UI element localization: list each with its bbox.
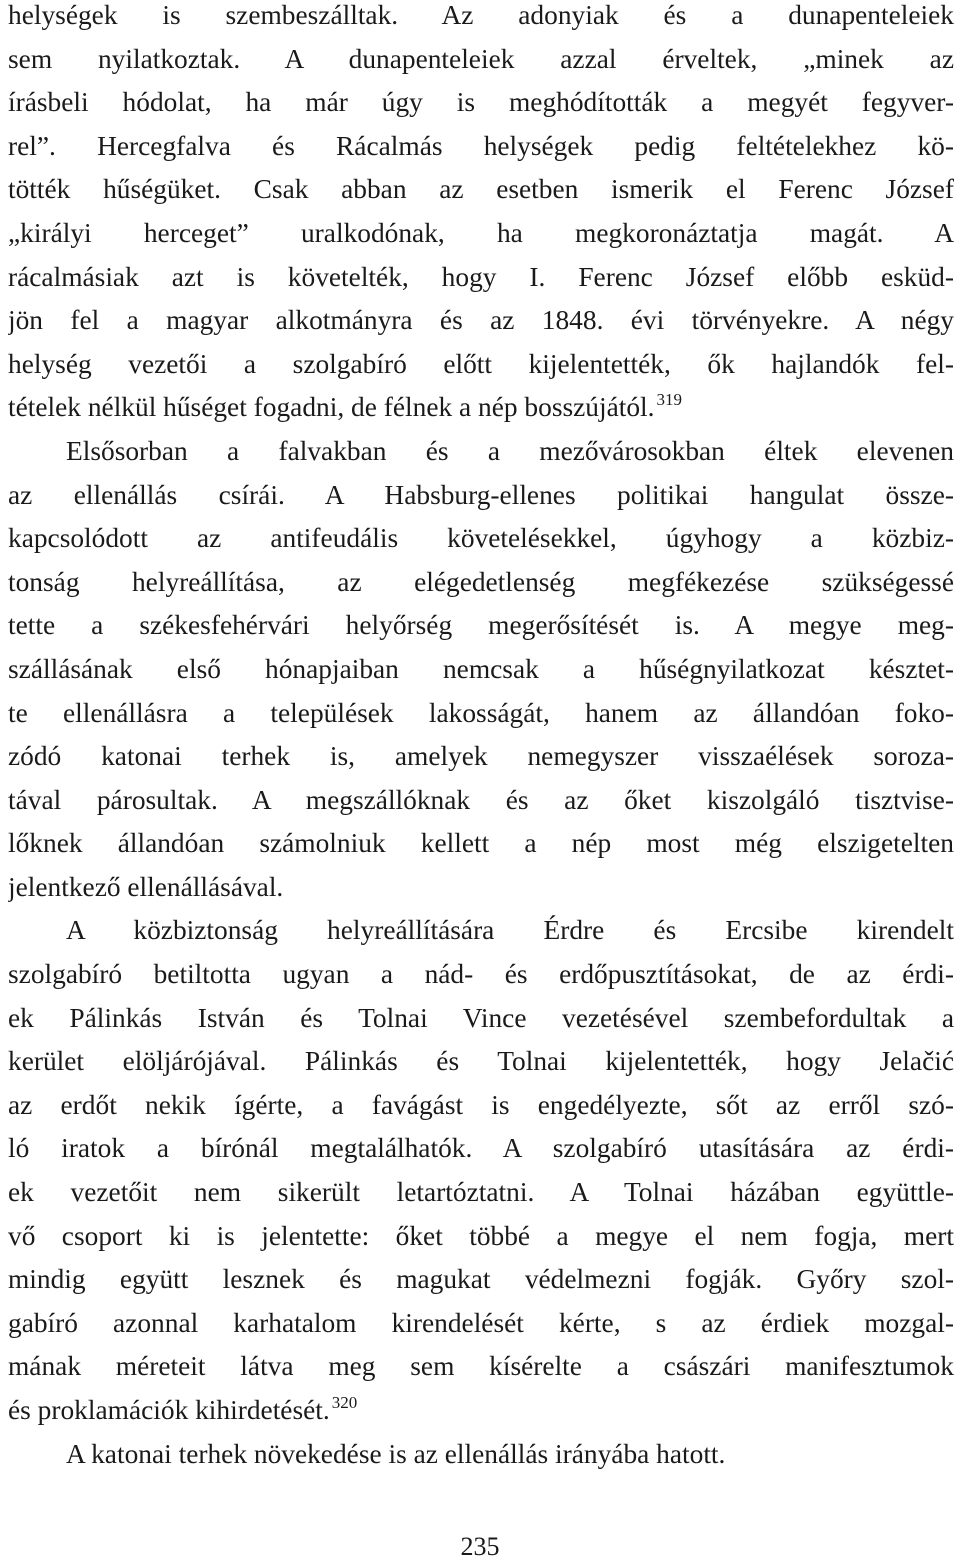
text-line: A katonai terhek növekedése is az ellenállás irányába hatott. — [66, 1438, 726, 1469]
text-line: mindig együtt lesznek és magukat védelmezni fogják. Győry szol- — [8, 1264, 954, 1295]
text-line: lőknek állandóan számolniuk kellett a nép most még elszigetelten — [8, 828, 954, 859]
text-line: tonság helyreállítása, az elégedetlenség megfékezése szükségessé — [8, 566, 954, 597]
paragraph-1 — [8, 0, 954, 430]
text-line-content: tételek nélkül hűséget fogadni, de félnek a nép bosszújától. — [8, 392, 655, 423]
text-line: mának méreteit látva meg sem kísérelte a császári manifesztumok — [8, 1351, 954, 1382]
text-line: tával párosultak. A megszállóknak és az őket kiszolgáló tisztvise- — [8, 784, 954, 815]
text-line: ló iratok a bírónál megtalálhatók. A szolgabíró utasítására az érdi- — [8, 1133, 954, 1164]
text-line: ek Pálinkás István és Tolnai Vince vezetésével szembefordultak a — [8, 1002, 954, 1033]
text-line: jelentkező ellenállásával. — [8, 871, 284, 902]
text-line: helységek is szembeszálltak. Az adonyiak és a dunapenteleiek — [8, 0, 954, 30]
text-line: szolgabíró betiltotta ugyan a nád- és erdőpusztításokat, de az érdi- — [8, 959, 954, 990]
text-line: az ellenállás csírái. A Habsburg-ellenes politikai hangulat össze- — [8, 479, 954, 510]
text-line: vő csoport ki is jelentette: őket többé a megye el nem fogja, mert — [8, 1220, 954, 1251]
text-line: gabíró azonnal karhatalom kirendelését kérte, s az érdiek mozgal- — [8, 1307, 954, 1338]
footnote-marker: 320 — [331, 1393, 358, 1412]
text-line: te ellenállásra a települések lakosságát, hanem az állandóan foko- — [8, 697, 954, 728]
text-line: kerület elöljárójával. Pálinkás és Tolnai kijelentették, hogy Jelačić — [8, 1046, 954, 1077]
text-line: rácalmásiak azt is követelték, hogy I. Ferenc József előbb esküd- — [8, 261, 954, 292]
text-line — [8, 386, 954, 430]
text-line: szállásának első hónapjaiban nemcsak a hűségnyilatkozat késztet- — [8, 653, 954, 684]
footnote-marker: 319 — [656, 390, 683, 410]
text-line: helység vezetői a szolgabíró előtt kijelentették, ők hajlandók fel- — [8, 348, 954, 379]
paragraph-2 — [8, 430, 954, 910]
text-line: tötték hűségüket. Csak abban az esetben ismerik el Ferenc József — [8, 174, 954, 205]
text-line: ek vezetőit nem sikerült letartóztatni. A Tolnai házában együttle- — [8, 1177, 954, 1208]
text-line: jön fel a magyar alkotmányra és az 1848. évi törvényekre. A négy — [8, 305, 954, 336]
text-line: tette a székesfehérvári helyőrség megerősítését is. A megye meg- — [8, 610, 954, 641]
text-line: Elsősorban a falvakban és a mezővárosokban éltek elevenen — [66, 435, 954, 466]
text-line: sem nyilatkoztak. A dunapenteleiek azzal érveltek, „minek az — [8, 43, 954, 74]
text-line — [8, 1389, 954, 1433]
paragraph-4 — [8, 1433, 954, 1477]
paragraph-3 — [8, 909, 954, 1432]
text-line: írásbeli hódolat, ha már úgy is meghódították a megyét fegyver- — [8, 87, 954, 118]
text-line: A közbiztonság helyreállítására Érdre és Ercsibe kirendelt — [66, 915, 954, 946]
page-number: 235 — [460, 1532, 500, 1561]
text-line: kapcsolódott az antifeudális követelésekkel, úgyhogy a közbiz- — [8, 523, 954, 554]
text-line: rel”. Hercegfalva és Rácalmás helységek pedig feltételekhez kö- — [8, 130, 954, 161]
text-line: zódó katonai terhek is, amelyek nemegyszer visszaélések soroza- — [8, 741, 954, 772]
text-line: az erdőt nekik ígérte, a favágást is engedélyezte, sőt az erről szó- — [8, 1089, 954, 1120]
text-line-content: és proklamációk kihirdetését. — [8, 1395, 330, 1425]
page-body-text — [8, 0, 954, 1476]
text-line: „királyi herceget” uralkodónak, ha megkoronáztatja magát. A — [8, 217, 954, 248]
